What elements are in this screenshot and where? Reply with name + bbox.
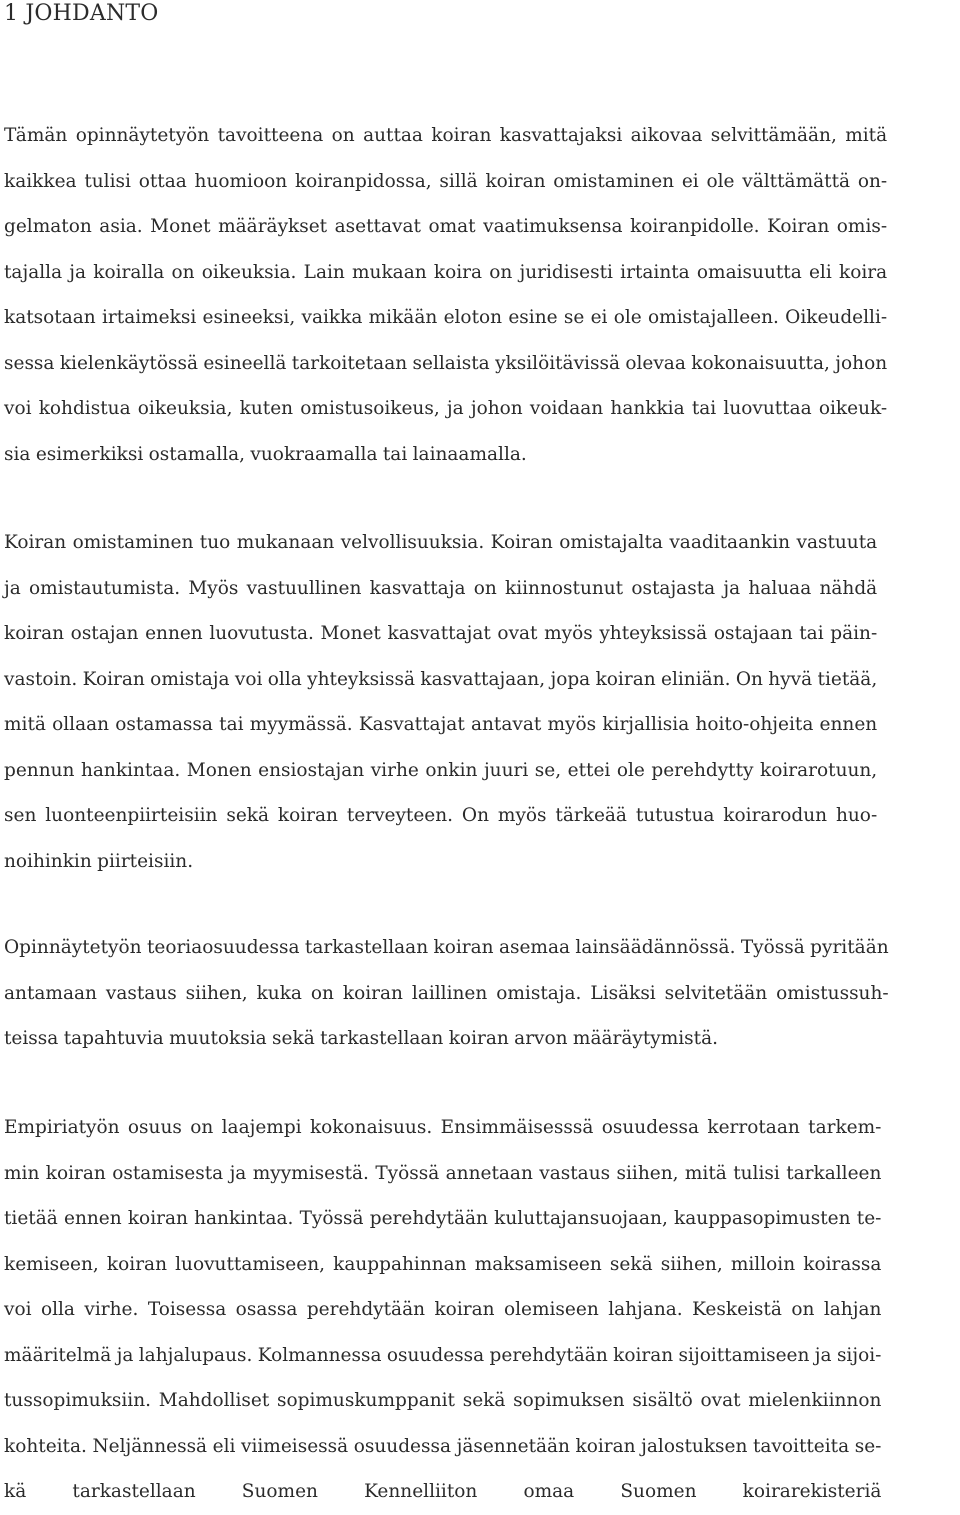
text-line: kä tarkastellaan Suomen Kennelliiton omaa Suomen koirarekisteriä [4, 1481, 882, 1502]
paragraph-obligations [4, 520, 877, 884]
text-line: vastoin. Koiran omistaja voi olla yhteyksissä kasvattajaan, jopa koiran eliniän. On hyvä tietää, [4, 668, 878, 690]
text-line: kaikkea tulisi ottaa huomioon koiranpidossa, sillä koiran omistaminen ei ole välttämättä on- [4, 170, 888, 192]
text-line: katsotaan irtaimeksi esineeksi, vaikka mikään eloton esine se ei ole omistajalleen. Oikeudelli- [4, 307, 888, 328]
paragraph-theory [4, 925, 889, 1062]
text-line: mitä ollaan ostamassa tai myymässä. Kasvattajat antavat myös kirjallisia hoito-ohjeita ennen [4, 714, 878, 735]
text-line: voi kohdistua oikeuksia, kuten omistusoikeus, ja johon voidaan hankkia tai luovuttaa oikeuk- [4, 398, 888, 419]
chapter-heading: 1 JOHDANTO [4, 1, 159, 26]
paragraph-intro [4, 113, 887, 477]
text-line: teissa tapahtuvia muutoksia sekä tarkastellaan koiran arvon määräytymistä. [4, 1028, 719, 1049]
text-line: Opinnäytetyön teoriaosuudessa tarkastellaan koiran asemaa lainsäädännössä. Työssä pyritään [4, 937, 889, 958]
text-line: määritelmä ja lahjalupaus. Kolmannessa osuudessa perehdytään koiran sijoittamiseen ja sijoi- [4, 1344, 882, 1366]
text-line: ja omistautumista. Myös vastuullinen kasvattaja on kiinnostunut ostajasta ja haluaa nähdä [4, 577, 878, 599]
text-line: Empiriatyön osuus on laajempi kokonaisuus. Ensimmäisesssä osuudessa kerrotaan tarkem- [4, 1117, 882, 1138]
text-line: sen luonteenpiirteisiin sekä koiran terveyteen. On myös tärkeää tutustua koirarodun huo- [4, 805, 878, 826]
text-line: sessa kielenkäytössä esineellä tarkoitetaan sellaista yksilöitävissä olevaa kokonaisuutta, johon [4, 352, 888, 374]
text-line: antamaan vastaus siihen, kuka on koiran laillinen omistaja. Lisäksi selvitetään omistussuh- [4, 982, 889, 1004]
text-line: tietää ennen koiran hankintaa. Työssä perehdytään kuluttajansuojaan, kauppasopimusten te- [4, 1208, 882, 1229]
text-line: kemiseen, koiran luovuttamiseen, kauppahinnan maksamiseen sekä siihen, milloin koirassa [4, 1253, 882, 1275]
text-line: noihinkin piirteisiin. [4, 850, 194, 872]
text-line: pennun hankintaa. Monen ensiostajan virhe onkin juuri se, ettei ole perehdytty koirarotuun, [4, 759, 878, 781]
text-line: tajalla ja koiralla on oikeuksia. Lain mukaan koira on juridisesti irtainta omaisuutta eli koira [4, 261, 888, 283]
text-line: min koiran ostamisesta ja myymisestä. Työssä annetaan vastaus siihen, mitä tulisi tarkalleen [4, 1162, 882, 1184]
text-line: Tämän opinnäytetyön tavoitteena on auttaa koiran kasvattajaksi aikovaa selvittämään, mitä [4, 125, 888, 146]
text-line: voi olla virhe. Toisessa osassa perehdytään koiran olemiseen lahjana. Keskeistä on lahjan [4, 1299, 882, 1320]
text-line: tussopimuksiin. Mahdolliset sopimuskumppanit sekä sopimuksen sisältö ovat mielenkiinnon [4, 1390, 882, 1411]
document-page [4, 0, 957, 1502]
paragraph-empirical [4, 1105, 881, 1515]
text-line: gelmaton asia. Monet määräykset asettavat omat vaatimuksensa koiranpidolle. Koiran omis- [4, 216, 888, 237]
text-line: sia esimerkiksi ostamalla, vuokraamalla tai lainaamalla. [4, 443, 527, 465]
text-line: kohteita. Neljännessä eli viimeisessä osuudessa jäsennetään koiran jalostuksen tavoitteita se- [4, 1435, 882, 1457]
text-line: koiran ostajan ennen luovutusta. Monet kasvattajat ovat myös yhteyksissä ostajaan tai päin- [4, 623, 878, 644]
text-line: Koiran omistaminen tuo mukanaan velvollisuuksia. Koiran omistajalta vaaditaankin vastuuta [4, 532, 878, 553]
